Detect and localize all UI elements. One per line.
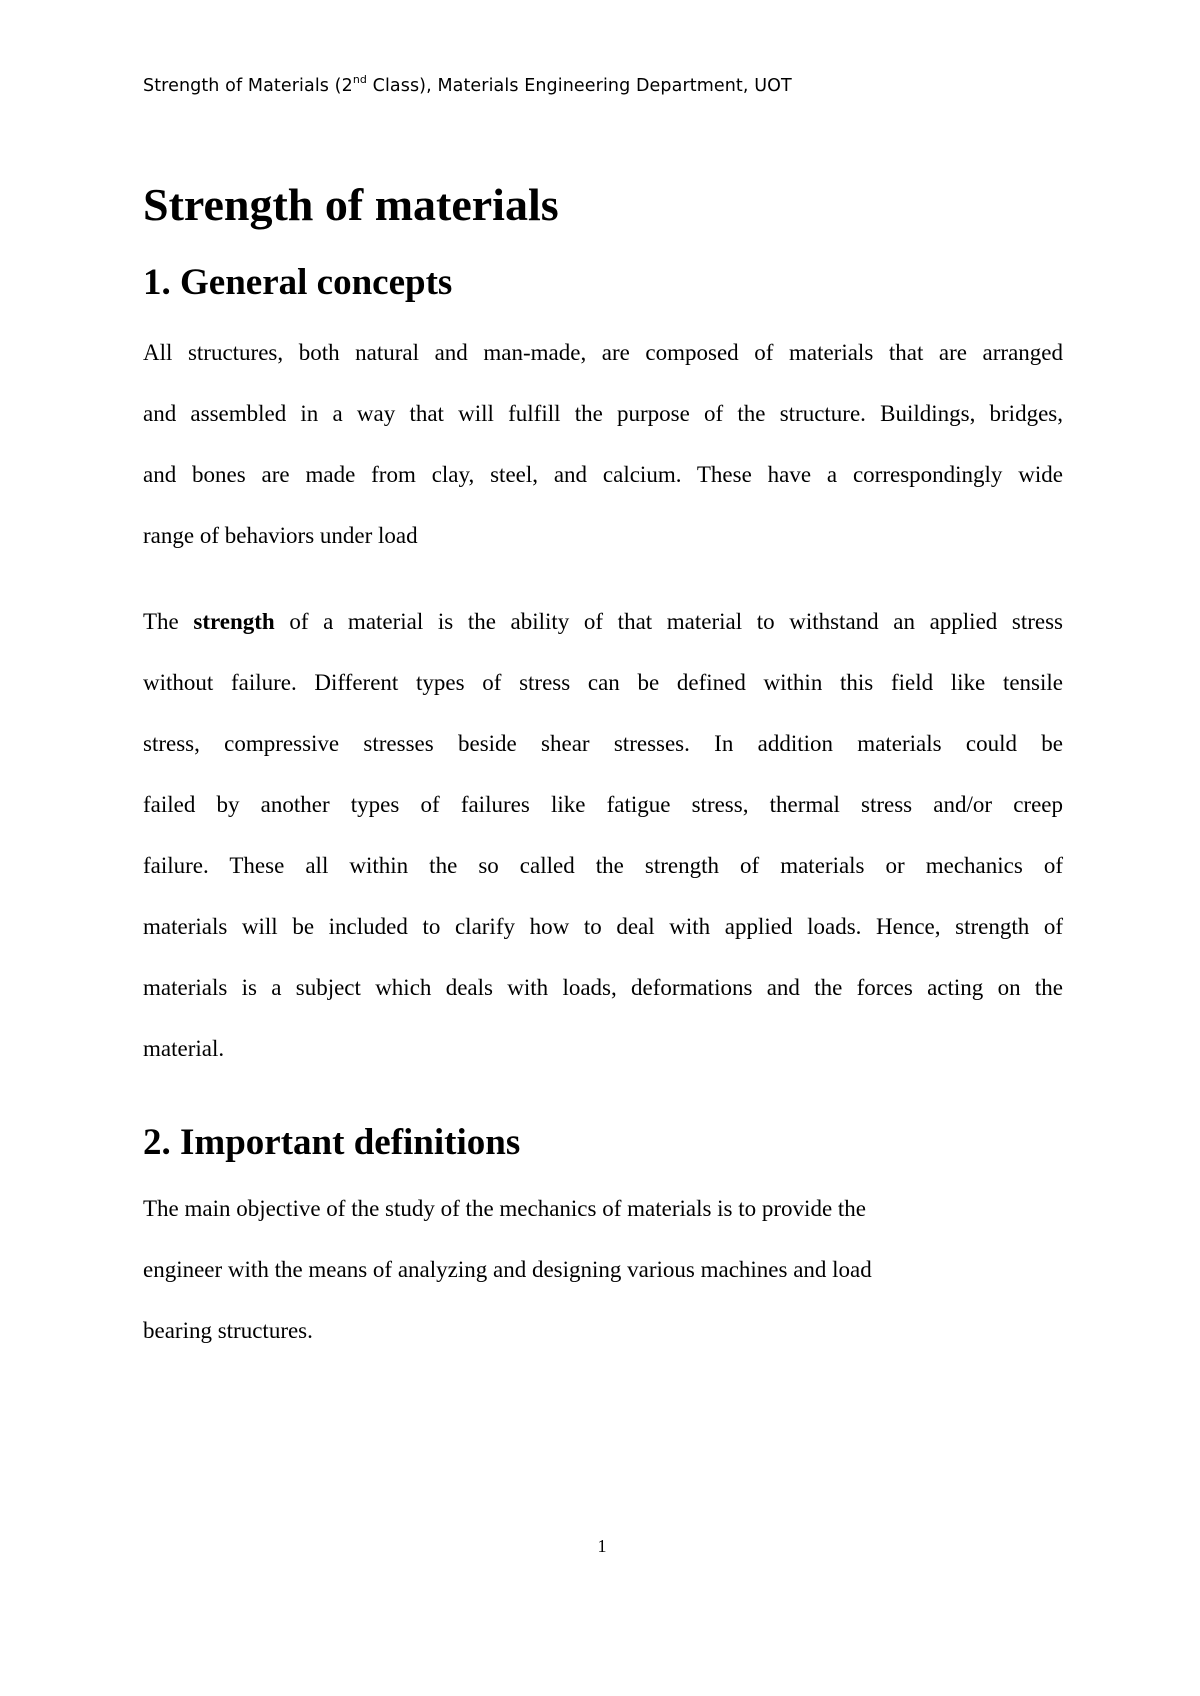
section-heading-general-concepts: 1. General concepts <box>143 262 453 303</box>
paragraph-line: stress, compressive stresses beside shear stresses. In addition materials could be <box>143 731 1063 756</box>
running-header-text-end: Class), Materials Engineering Department, UOT <box>366 76 792 96</box>
paragraph-strength-definition <box>143 591 1063 1079</box>
paragraph-line: materials will be included to clarify how to deal with applied loads. Hence, strength of <box>143 914 1063 939</box>
paragraph-line-with-bold <box>143 591 1063 652</box>
paragraph-main-objective <box>143 1178 1063 1361</box>
running-header <box>143 74 792 98</box>
running-header-superscript: nd <box>352 73 367 87</box>
paragraph-line: without failure. Different types of stress can be defined within this field like tensile <box>143 670 1063 695</box>
running-header-text-start: Strength of Materials (2 <box>143 76 353 96</box>
section-heading-important-definitions: 2. Important definitions <box>143 1122 521 1163</box>
page-number: 1 <box>597 1536 607 1556</box>
lead-text-rest: of a material is the ability of that material to withstand an applied stress <box>274 609 1063 634</box>
document-title: Strength of materials <box>143 179 559 230</box>
paragraph-line: bearing structures. <box>143 1318 313 1343</box>
paragraph-line: material. <box>143 1036 225 1061</box>
paragraph-line: and bones are made from clay, steel, and calcium. These have a correspondingly wide <box>143 462 1063 487</box>
paragraph-structures <box>143 322 1063 566</box>
bold-term-strength: strength <box>193 609 275 634</box>
paragraph-line: The main objective of the study of the mechanics of materials is to provide the <box>143 1196 867 1221</box>
paragraph-line: and assembled in a way that will fulfill the purpose of the structure. Buildings, bridges, <box>143 401 1063 426</box>
paragraph-line: materials is a subject which deals with loads, deformations and the forces acting on the <box>143 975 1063 1000</box>
lead-text: The <box>143 609 194 634</box>
paragraph-line: engineer with the means of analyzing and designing various machines and load <box>143 1257 872 1282</box>
paragraph-line: failed by another types of failures like fatigue stress, thermal stress and/or creep <box>143 792 1063 817</box>
paragraph-line: All structures, both natural and man-made, are composed of materials that are arranged <box>143 340 1063 365</box>
paragraph-line: failure. These all within the so called the strength of materials or mechanics of <box>143 853 1063 878</box>
paragraph-line: range of behaviors under load <box>143 523 418 548</box>
